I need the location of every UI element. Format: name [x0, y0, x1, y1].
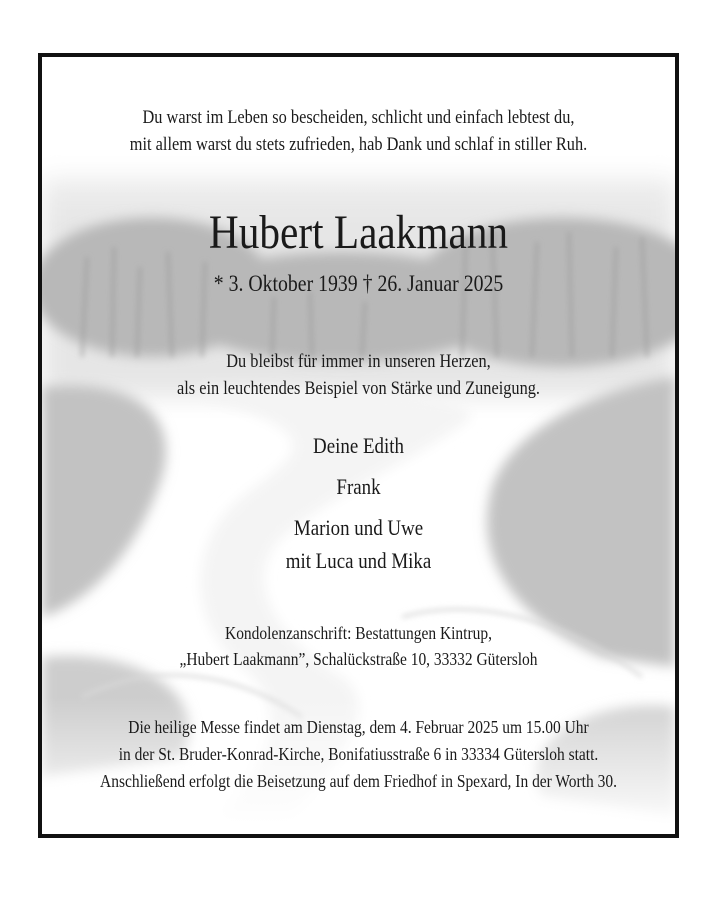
- life-dates: [42, 269, 675, 299]
- mourner-line: Frank: [336, 474, 381, 499]
- service-line: Anschließend erfolgt die Beisetzung auf dem Friedhof in Spexard, In der Worth 30.: [100, 771, 617, 791]
- deceased-name: [42, 205, 675, 261]
- tribute-line: als ein leuchtendes Beispiel von Stärke und Zuneigung.: [176, 378, 541, 399]
- deceased-name-text: Hubert Laakmann: [208, 206, 509, 259]
- mourner-line: mit Luca und Mika: [285, 548, 432, 573]
- tribute-text: [42, 348, 675, 402]
- obituary-frame: [38, 53, 679, 838]
- condolence-line: „Hubert Laakmann”, Schalückstraße 10, 33332 Gütersloh: [179, 649, 538, 669]
- service-line: in der St. Bruder-Konrad-Kirche, Bonifatiusstraße 6 in 33334 Gütersloh statt.: [118, 744, 599, 764]
- service-line: Die heilige Messe findet am Dienstag, dem 4. Februar 2025 um 15.00 Uhr: [128, 717, 589, 737]
- condolence-address: [42, 620, 675, 672]
- memorial-verse: [42, 104, 675, 158]
- mourner-line: Marion und Uwe: [293, 515, 424, 540]
- verse-line: Du warst im Leben so bescheiden, schlicht und einfach lebtest du,: [142, 107, 575, 128]
- mourners-list: [42, 429, 675, 577]
- service-details: [42, 714, 675, 795]
- condolence-line: Kondolenzanschrift: Bestattungen Kintrup,: [225, 623, 492, 643]
- verse-line: mit allem warst du stets zufrieden, hab Dank und schlaf in stiller Ruh.: [129, 134, 588, 155]
- life-dates-text: * 3. Oktober 1939 † 26. Januar 2025: [213, 271, 504, 296]
- mourner-line: Deine Edith: [313, 433, 404, 458]
- tribute-line: Du bleibst für immer in unseren Herzen,: [226, 351, 491, 372]
